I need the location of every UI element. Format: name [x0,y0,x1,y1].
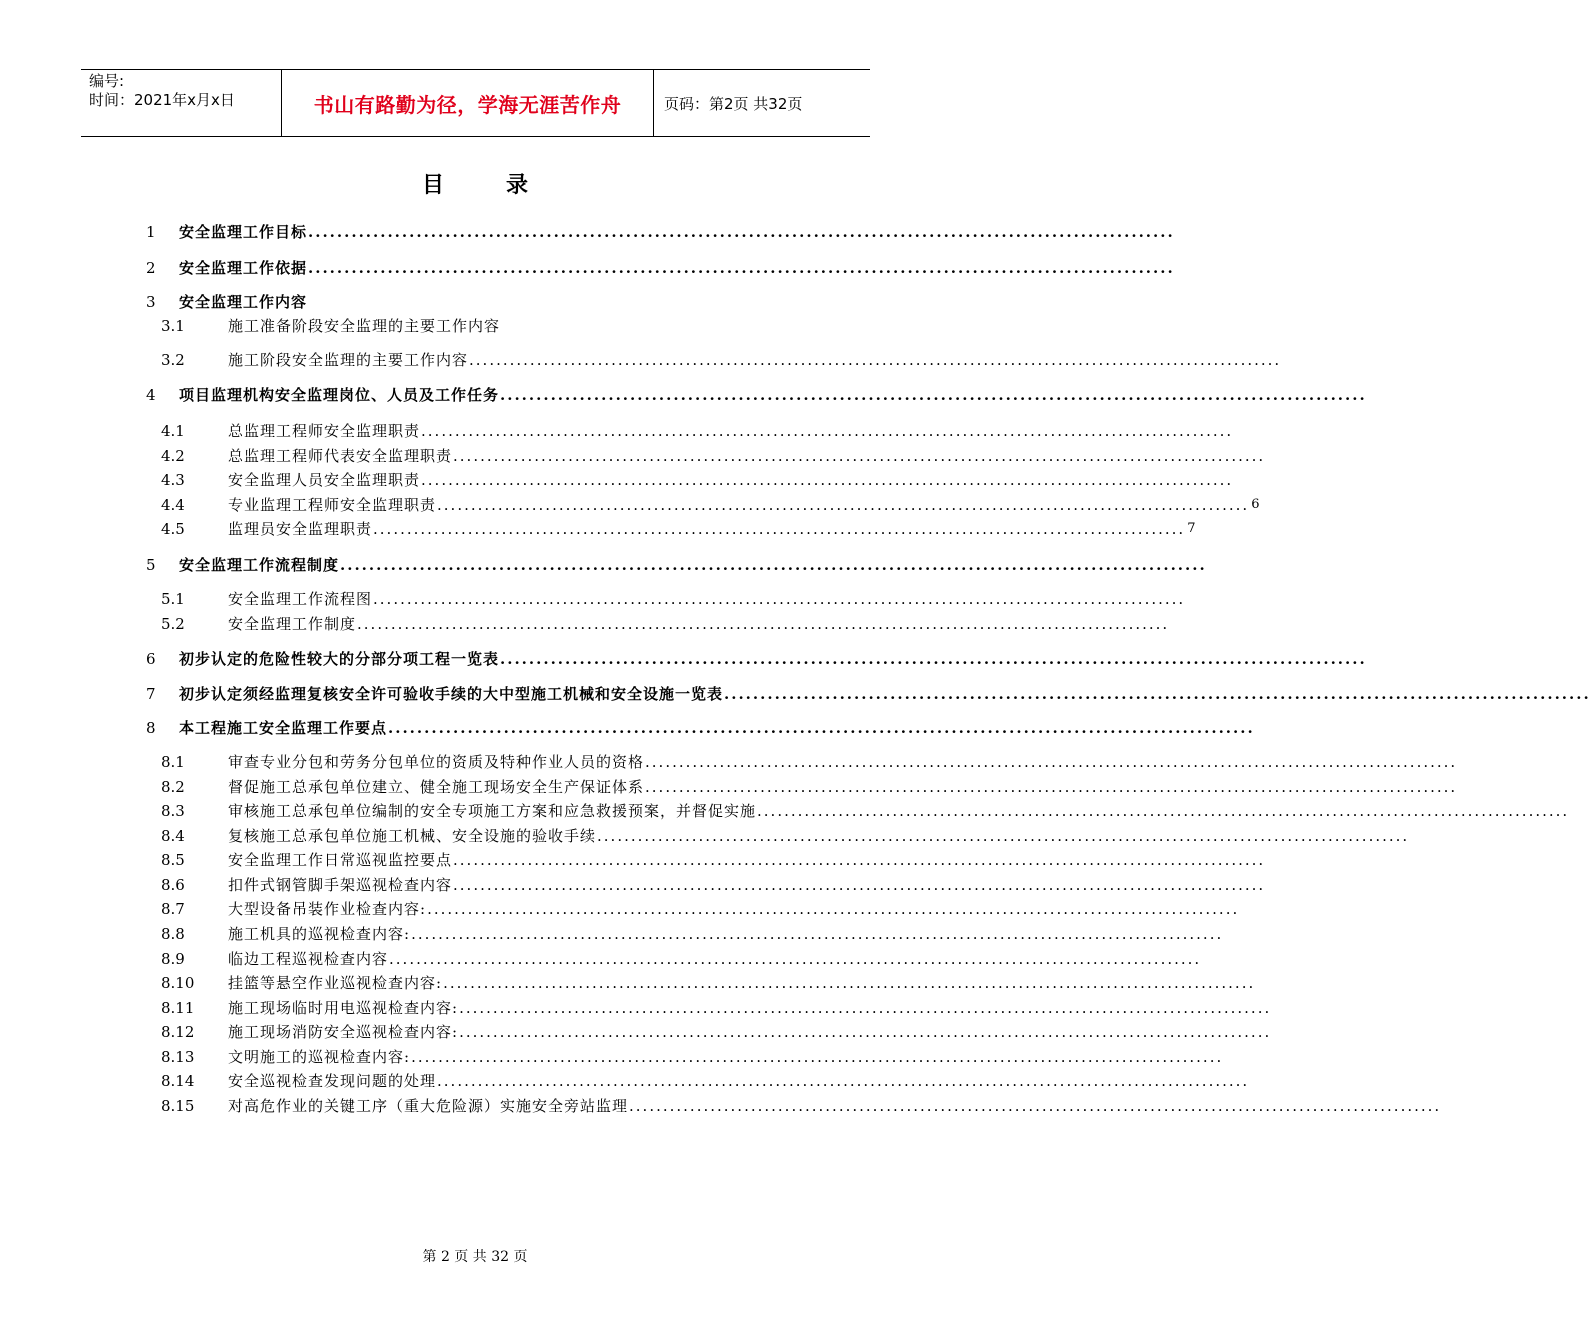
toc-leader-dots: ........................................................................................................................ [308,223,1175,241]
toc-entry-body [228,826,1410,846]
toc-entry-label: 项目监理机构安全监理岗位、人员及工作任务 [179,386,500,404]
toc-entry-number: 4.4 [161,496,185,514]
toc-entry-label: 专业监理工程师安全监理职责 [228,496,437,514]
toc-leader-dots: ........................................................................................................................ [389,950,1202,968]
toc-entry[interactable] [0,614,1170,634]
header-motto: 书山有路勤为径，学海无涯苦作舟 [282,70,654,136]
toc-leader-dots: ........................................................................................................................ [437,1072,1250,1090]
toc-entry-body [228,1071,1250,1091]
toc-entry-number: 8.4 [161,827,185,845]
toc-entry-body [228,421,1234,441]
toc-entry[interactable] [0,801,1570,821]
toc-entry-body [228,998,1272,1018]
toc-entry-number: 5 [146,556,156,574]
toc-entry[interactable] [0,446,1266,466]
toc-entry[interactable] [0,555,1207,575]
toc-leader-dots: ........................................................................................................................ [443,974,1256,992]
toc-entry-number: 8.6 [161,876,185,894]
toc-entry-number: 4.1 [161,422,185,440]
toc-leader-dots: ........................................................................................................................ [645,753,1458,771]
toc-leader-dots: ........................................................................................................................ [437,496,1250,514]
toc-entry-number: 3.1 [161,317,185,335]
toc-entry[interactable] [0,752,1458,772]
toc-leader-dots: ........................................................................................................................ [340,556,1207,574]
toc-entry-body [228,777,1458,797]
title-char-1: 目 [421,173,444,198]
toc-entry-number: 8.15 [161,1097,195,1115]
toc-entry-body [179,292,863,312]
toc-entry-body [228,589,1186,609]
toc-entry-label: 扣件式钢管脚手架巡视检查内容 [228,876,453,894]
toc-entry[interactable] [0,222,1175,242]
toc-entry-body [228,1096,1442,1116]
toc-entry-number: 3.2 [161,351,185,369]
toc-entry[interactable] [0,875,1266,895]
doc-code-label: 编号: [89,72,125,90]
toc-entry-label: 本工程施工安全监理工作要点 [179,719,388,737]
toc-entry-label: 施工机具的巡视检查内容: [228,925,411,943]
toc-entry-body [228,899,1240,919]
toc-entry-body [228,801,1570,821]
toc-leader-dots: ........................................................................................................................ [629,1097,1442,1115]
toc-entry-page: 7 [1187,521,1196,536]
toc-entry-number: 2 [146,259,156,277]
toc-entry-number: 8.14 [161,1072,195,1090]
toc-leader-dots: ........................................................................................................................ [500,650,1367,668]
toc-entry-label: 审核施工总承包单位编制的安全专项施工方案和应急救援预案，并督促实施 [228,802,757,820]
toc-entry-body [228,875,1266,895]
toc-entry-label: 施工现场消防安全巡视检查内容: [228,1023,459,1041]
toc-entry-body [179,385,1367,405]
doc-date-label: 时间：2021年x月x日 [89,91,235,109]
toc-entry[interactable] [0,316,950,336]
toc-entry[interactable] [0,421,1234,441]
toc-leader-dots: ........................................................................................................................ [500,386,1367,404]
toc-entry-number: 8.10 [161,974,195,992]
toc-entry-number: 6 [146,650,156,668]
toc-leader-dots: ........................................................................................................................ [427,900,1240,918]
toc-entry-label: 复核施工总承包单位施工机械、安全设施的验收手续 [228,827,597,845]
toc-entry-number: 8 [146,719,156,737]
toc-entry-body [228,1022,1272,1042]
toc-entry-body [228,446,1266,466]
toc-entry-body [179,684,1591,704]
toc-leader-dots: ........................................................................................................................ [308,259,1175,277]
toc-entry-number: 4.2 [161,447,185,465]
toc-entry[interactable] [0,350,1282,370]
toc-entry[interactable] [0,589,1186,609]
toc-entry-label: 审查专业分包和劳务分包单位的资质及特种作业人员的资格 [228,753,645,771]
toc-leader-dots: ........................................................................................................................ [459,999,1272,1017]
toc-entry-label: 安全监理工作流程制度 [179,556,340,574]
toc-entry-label: 总监理工程师安全监理职责 [228,422,421,440]
toc-leader-dots: ........................................................................................................................ [645,778,1458,796]
toc-entry-number: 8.12 [161,1023,195,1041]
toc-entry[interactable] [0,1047,1224,1067]
toc-entry-label: 对高危作业的关键工序（重大危险源）实施安全旁站监理 [228,1097,629,1115]
toc-leader-dots: ........................................................................................................................ [724,685,1591,703]
toc-entry-label: 文明施工的巡视检查内容: [228,1048,411,1066]
toc-entry-label: 施工现场临时用电巡视检查内容: [228,999,459,1017]
toc-entry-number: 8.7 [161,900,185,918]
toc-entry-body [228,614,1170,634]
toc-leader-dots: ........................................................................................................................ [421,471,1234,489]
page-footer: 第 2 页 共 32 页 [422,1249,528,1265]
toc-entry-number: 8.9 [161,950,185,968]
toc-entry-label: 安全监理人员安全监理职责 [228,471,421,489]
toc-entry-label: 安全监理工作依据 [179,259,308,277]
toc-entry[interactable] [0,1071,1250,1091]
toc-entry-label: 安全监理工作内容 [179,293,308,311]
toc-entry[interactable] [0,826,1410,846]
toc-entry[interactable] [0,718,1255,738]
toc-entry-body [179,555,1207,575]
toc-entry-label: 安全监理工作目标 [179,223,308,241]
toc-entry[interactable] [0,684,1591,704]
toc-entry[interactable] [0,850,1266,870]
toc-leader-dots: ........................................................................................................................ [459,1023,1272,1041]
toc-leader-dots: ........................................................................................................................ [757,802,1570,820]
toc-entry-number: 3 [146,293,156,311]
toc-entry[interactable] [0,899,1240,919]
toc-leader-dots: ........................................................................................................................ [411,1048,1224,1066]
toc-entry-label: 督促施工总承包单位建立、健全施工现场安全生产保证体系 [228,778,645,796]
header-page-label: 页码：第2页 共32页 [664,94,803,113]
toc-entry-body [228,752,1458,772]
toc-entry-label: 挂篮等悬空作业巡视检查内容: [228,974,443,992]
toc-entry-body [228,850,1266,870]
toc-entry-body [228,949,1202,969]
toc-leader-dots: ........................................................................................................................ [421,422,1234,440]
toc-entry-body [179,649,1367,669]
toc-entry[interactable] [0,777,1458,797]
toc-entry[interactable] [0,924,1224,944]
toc-entry-body [228,470,1234,490]
toc-entry[interactable] [0,495,1260,515]
toc-entry-body [228,495,1260,515]
toc-entry-number: 8.13 [161,1048,195,1066]
toc-entry-label: 大型设备吊装作业检查内容: [228,900,427,918]
toc-entry-body [228,316,863,336]
toc-entry-body [228,1047,1224,1067]
toc-entry-number: 7 [146,685,156,703]
toc-leader-dots: ........................................................................................................................ [453,851,1266,869]
toc-entry-number: 8.1 [161,753,185,771]
toc-entry[interactable] [0,292,950,312]
toc-entry-label: 总监理工程师代表安全监理职责 [228,447,453,465]
toc-entry-label: 临边工程巡视检查内容 [228,950,389,968]
toc-leader-dots: ........................................................................................................................ [597,827,1410,845]
toc-entry-number: 8.11 [161,999,195,1017]
toc-entry-body [228,350,1282,370]
toc-entry-label: 监理员安全监理职责 [228,520,373,538]
toc-leader-dots: ........................................................................................................................ [453,447,1266,465]
toc-entry-number: 8.5 [161,851,185,869]
toc-entry[interactable] [0,998,1272,1018]
toc-leader-dots: ........................................................................................................................ [411,925,1224,943]
toc-leader-dots: ........................................................................................................................ [373,520,1186,538]
toc-entry-label: 施工阶段安全监理的主要工作内容 [228,351,469,369]
toc-entry-number: 8.2 [161,778,185,796]
toc-leader-dots: ........................................................................................................................ [373,590,1186,608]
toc-entry-label: 安全监理工作流程图 [228,590,373,608]
toc-entry[interactable] [0,949,1202,969]
toc-entry-number: 4 [146,386,156,404]
toc-entry-body [228,924,1224,944]
toc-entry-body [228,519,1196,539]
toc-entry-body [228,973,1256,993]
toc-entry[interactable] [0,649,1367,669]
toc-leader-dots: ........................................................................................................................ [469,351,1282,369]
toc-entry-number: 1 [146,223,156,241]
toc-entry-body [179,258,1175,278]
title-char-2: 录 [506,173,529,198]
toc-entry-label: 初步认定须经监理复核安全许可验收手续的大中型施工机械和安全设施一览表 [179,685,724,703]
toc-entry-label: 安全巡视检查发现问题的处理 [228,1072,437,1090]
toc-entry-number: 4.5 [161,520,185,538]
toc-leader-dots: ........................................................................................................................ [453,876,1266,894]
toc-entry-body [179,718,1255,738]
toc-leader-dots: ........................................................................................................................ [388,719,1255,737]
toc-entry-label: 初步认定的危险性较大的分部分项工程一览表 [179,650,500,668]
toc-entry-page: 6 [1251,497,1260,512]
toc-entry[interactable] [0,1096,1442,1116]
toc-entry[interactable] [0,385,1367,405]
toc-entry-number: 8.8 [161,925,185,943]
toc-entry-body [179,222,1175,242]
toc-entry[interactable] [0,519,1196,539]
toc-entry-number: 8.3 [161,802,185,820]
toc-entry-number: 4.3 [161,471,185,489]
toc-entry-label: 施工准备阶段安全监理的主要工作内容 [228,317,501,335]
toc-entry[interactable] [0,470,1234,490]
toc-leader-dots: ........................................................................................................................ [357,615,1170,633]
toc-entry-number: 5.1 [161,590,185,608]
toc-entry-number: 5.2 [161,615,185,633]
toc-entry[interactable] [0,973,1256,993]
toc-entry[interactable] [0,1022,1272,1042]
toc-entry-label: 安全监理工作制度 [228,615,357,633]
toc-entry-label: 安全监理工作日常巡视监控要点 [228,851,453,869]
toc-entry[interactable] [0,258,1175,278]
